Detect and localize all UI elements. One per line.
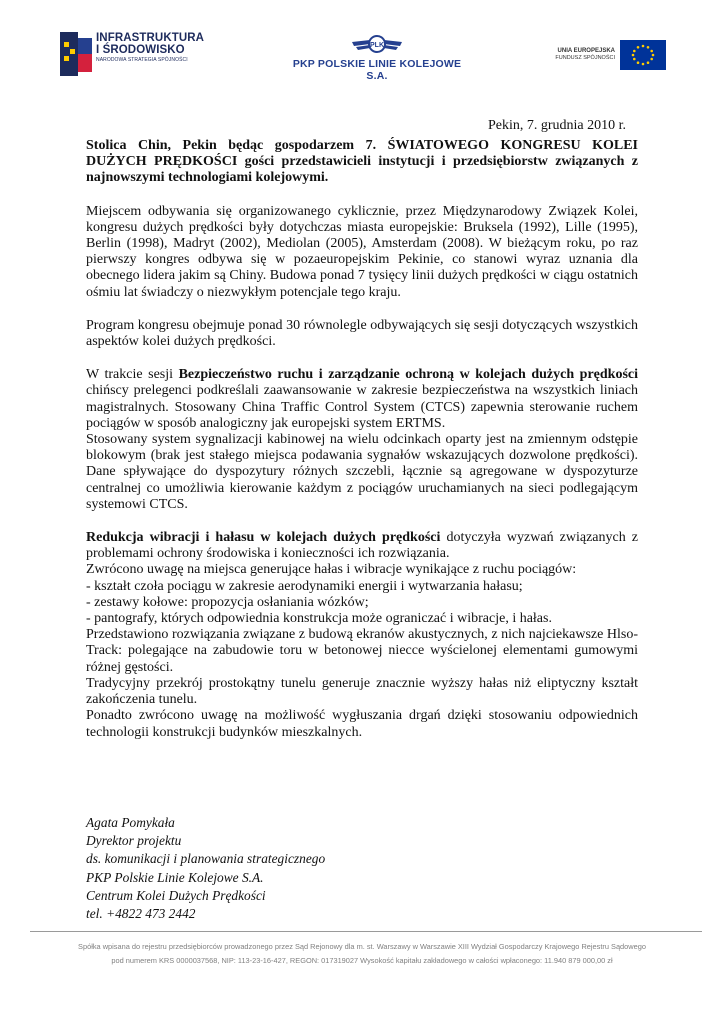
logo-line2: I ŚRODOWISKO xyxy=(96,44,185,56)
footer-ids: pod numerem KRS 0000037568, NIP: 113-23-16-427, REGON: 017319027 Wysokość kapitału zakładowego w całości wpłaconego: 11.940 879 000,00 zł xyxy=(111,956,613,965)
footer-divider xyxy=(30,931,702,932)
eu-line2: FUNDUSZ SPÓJNOŚCI xyxy=(555,55,615,61)
noise-line: - kształt czoła pociągu w zakresie aerodynamiki energii i wytwarzania hałasu; xyxy=(86,578,523,594)
safety-prefix: W trakcie sesji xyxy=(86,367,179,383)
letter-date: Pekin, 7. grudnia 2010 r. xyxy=(487,118,626,133)
eu-flag-icon xyxy=(620,40,666,70)
signature-name: Agata Pomykała xyxy=(86,815,175,830)
paragraph-signalling: Stosowany system sygnalizacji kabinowej na wielu odcinkach oparty jest na zmiennym odstępie blokowym (brak jest stałego miejsca podawania sygnałów wskazujących dozwolone prędkości). Dane spływające do dyspozytury różnych szczebli, łącznie są agregowane w dyspozyturze centralnej co umożliwia kierowanie każdym z pociągów uruchamianych na sieci podlegającym systemowi CTCS. xyxy=(86,432,638,512)
noise-line: - pantografy, których odpowiednia konstrukcja może ograniczać i wibracje, i hałas. xyxy=(86,611,552,627)
logo-tagline: NARODOWA STRATEGIA SPÓJNOŚCI xyxy=(96,57,188,63)
emblem-text: PLK xyxy=(370,42,384,49)
signature-company: PKP Polskie Linie Kolejowe S.A. xyxy=(86,869,264,885)
paragraph-history: Miejscem odbywania się organizowanego cyklicznie, przez Międzynarodowy Związek Kolei, kongresu dużych prędkości były dotychczas miasta europejskie: Bruksela (1992), Lille (1995), Berlin (1998), Madryt (2002), Mediolan (2005), Amsterdam (2008). W bieżącym roku, po raz pierwszy kongres odbywa się w pozaeuropejskim Pekinie, co stanowi wyraz uznania dla obecnego lidera jakim są Chiny. Budowa ponad 7 tysięcy linii dużych prędkości w ciągu ostatnich ośmiu lat świadczy o niezwykłym potencjale tego kraju. xyxy=(86,203,638,300)
logo-line1: INFRASTRUKTURA xyxy=(96,32,205,44)
noise-text: dotyczyła wyzwań związanych z problemami ochrony środowiska i konieczności ich rozwiązania. xyxy=(86,530,638,562)
nss-flag-icon xyxy=(58,32,92,76)
safety-text: chińscy prelegenci podkreślali zaawansowanie w zakresie bezpieczeństwa na wszystkich liniach magistralnych. Stosowany China Traffic Control System (CTCS) zapewnia sterowanie ruchem pociągów w sposób analogiczny jak europejski system ERTMS. xyxy=(86,383,638,431)
footer xyxy=(22,940,702,968)
paragraph-safety xyxy=(86,367,638,432)
footer-registry: Spółka wpisana do rejestru przedsiębiorców prowadzonego przez Sąd Rejonowy dla m. st. Warszawy w Warszawie XIII Wydział Gospodarczy Krajowego Rejestru Sądowego xyxy=(78,942,646,951)
signature-unit: Centrum Kolei Dużych Prędkości xyxy=(86,887,266,903)
pkp-plk-logo xyxy=(282,34,472,82)
noise-line: Zwrócono uwagę na miejsca generujące hałas i wibracje wynikające z ruchu pociągów: xyxy=(86,562,577,578)
lead-paragraph: Stolica Chin, Pekin będąc gospodarzem 7. ŚWIATOWEGO KONGRESU KOLEI DUŻYCH PRĘDKOŚCI gości przedstawicieli instytucji i przedsiębiorstw związanych z najnowszymi technologiami kolejowymi. xyxy=(86,138,638,186)
paragraph-noise xyxy=(86,530,638,562)
signature-block xyxy=(86,814,325,923)
signature-phone: tel. +4822 473 2442 xyxy=(86,906,196,922)
company-name: PKP POLSKIE LINIE KOLEJOWE S.A. xyxy=(292,58,462,82)
noise-session-title: Redukcja wibracji i hałasu w kolejach dużych prędkości xyxy=(86,530,441,546)
signature-department: ds. komunikacji i planowania strategicznego xyxy=(86,851,326,867)
eu-line1: UNIA EUROPEJSKA xyxy=(557,48,615,54)
winged-wheel-icon xyxy=(350,34,404,56)
signature-title: Dyrektor projektu xyxy=(86,833,182,849)
infrastruktura-logo xyxy=(58,32,204,76)
letter-body xyxy=(86,138,638,741)
letterhead xyxy=(58,28,666,86)
noise-line: Przedstawiono rozwiązania związane z budową ekranów akustycznych, z nich najciekawsze Hlso-Track: polegające na zabudowie toru w betonowej niecce wyścielonej elementami gumowymi różnej gęstości. xyxy=(86,627,638,675)
paragraph-program: Program kongresu obejmuje ponad 30 równolegle odbywających się sesji dotyczących wszystkich aspektów kolei dużych prędkości. xyxy=(86,317,638,350)
noise-line: Ponadto zwrócono uwagę na możliwość wygłuszania drgań dzięki stosowaniu odpowiednich technologii konstrukcji budynków mieszkalnych. xyxy=(86,708,638,740)
safety-session-title: Bezpieczeństwo ruchu i zarządzanie ochroną w kolejach dużych prędkości xyxy=(178,367,638,383)
noise-line: - zestawy kołowe: propozycja osłaniania wózków; xyxy=(86,594,369,610)
noise-line: Tradycyjny przekrój prostokątny tunelu generuje znacznie wyższy hałas niż eliptyczny kształt zakończenia tunelu. xyxy=(86,675,638,708)
eu-logo xyxy=(555,40,666,70)
